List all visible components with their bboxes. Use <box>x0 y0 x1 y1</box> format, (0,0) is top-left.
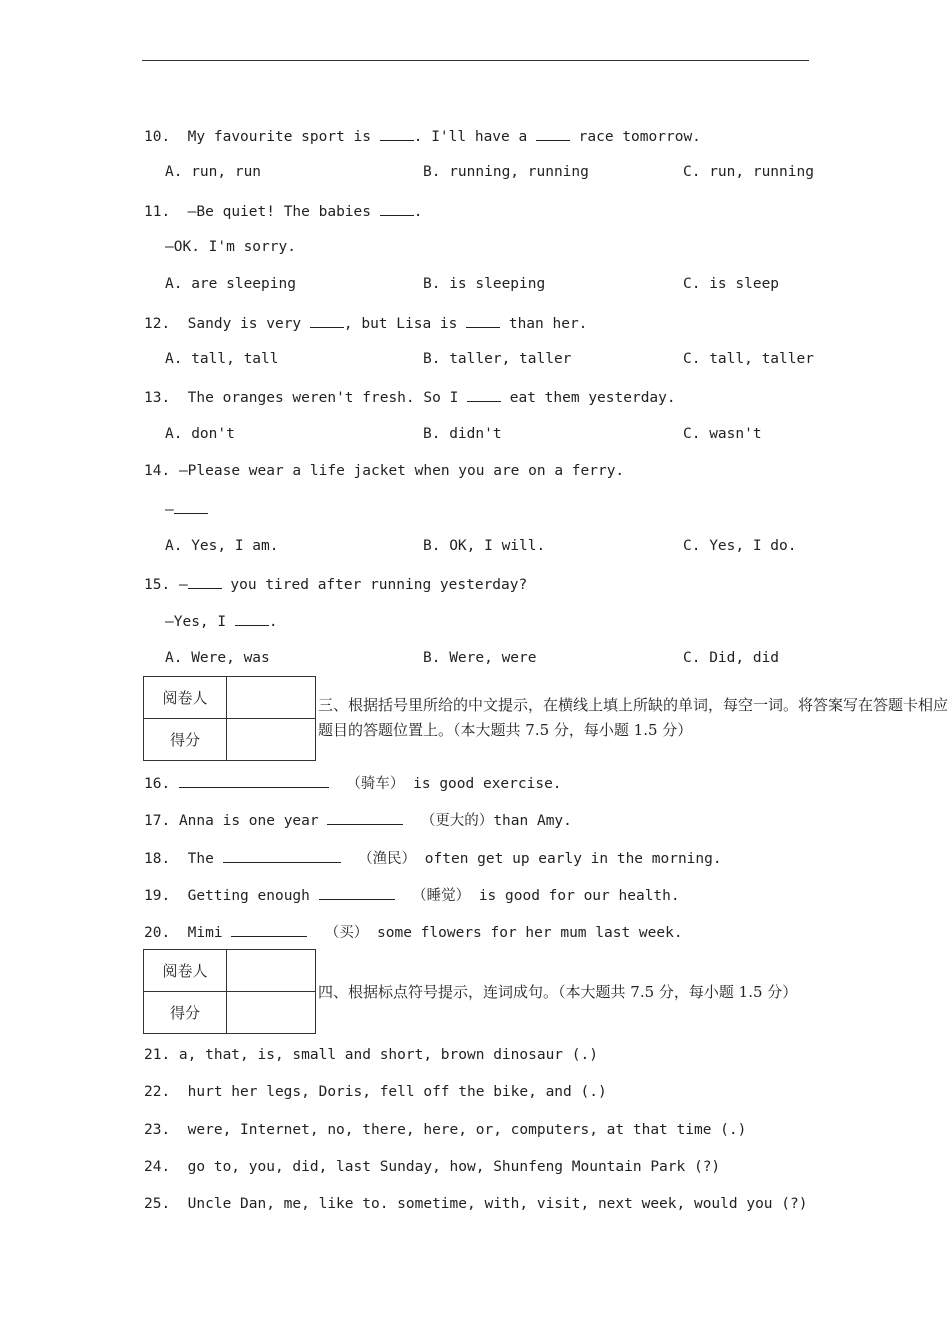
blank[interactable] <box>380 201 414 216</box>
option-c: C. is sleep <box>683 276 780 292</box>
option-b: B. is sleeping <box>423 276 546 292</box>
question-15-reply: —Yes, I . <box>165 611 278 631</box>
question-18: 18. The （渔民） often get up early in the morning. <box>144 848 722 868</box>
header-rule <box>142 60 809 61</box>
option-a: A. are sleeping <box>165 276 296 292</box>
option-a: A. Yes, I am. <box>165 538 279 554</box>
option-b: B. Were, were <box>423 650 537 666</box>
section-4-title: 四、根据标点符号提示，连词成句。（本大题共 7.5 分，每小题 1.5 分） <box>318 983 798 1001</box>
option-b: B. taller, taller <box>423 351 572 367</box>
blank[interactable] <box>235 611 269 626</box>
score-cell[interactable] <box>227 992 316 1034</box>
section-3-title: 三、根据括号里所给的中文提示，在横线上填上所缺的单词，每空一词。将答案写在答题卡相应题目的答题位置上。（本大题共 7.5 分，每小题 1.5 分） <box>318 696 949 739</box>
blank[interactable] <box>174 499 208 514</box>
question-17: 17. Anna is one year （更大的）than Amy. <box>144 810 572 830</box>
option-a: A. Were, was <box>165 650 270 666</box>
question-23: 23. were, Internet, no, there, here, or, computers, at that time (.) <box>144 1122 747 1138</box>
blank[interactable] <box>188 574 222 589</box>
reviewer-label: 阅卷人 <box>144 950 227 992</box>
question-14: 14. —Please wear a life jacket when you are on a ferry. <box>144 463 625 479</box>
answer-blank[interactable] <box>319 885 395 900</box>
blank[interactable] <box>466 313 500 328</box>
option-c: C. Did, did <box>683 650 780 666</box>
score-label: 得分 <box>144 719 227 761</box>
reviewer-cell[interactable] <box>227 677 316 719</box>
option-b: B. OK, I will. <box>423 538 546 554</box>
question-16: 16. （骑车） is good exercise. <box>144 773 562 793</box>
option-c: C. Yes, I do. <box>683 538 797 554</box>
option-c: C. wasn't <box>683 426 762 442</box>
blank[interactable] <box>467 387 501 402</box>
option-c: C. run, running <box>683 164 814 180</box>
question-15: 15. — you tired after running yesterday? <box>144 574 527 594</box>
option-a: A. run, run <box>165 164 262 180</box>
option-a: A. tall, tall <box>165 351 279 367</box>
question-24: 24. go to, you, did, last Sunday, how, Shunfeng Mountain Park (?) <box>144 1159 721 1175</box>
answer-blank[interactable] <box>223 848 341 863</box>
score-cell[interactable] <box>227 719 316 761</box>
blank[interactable] <box>536 126 570 141</box>
score-box <box>143 949 316 1034</box>
answer-blank[interactable] <box>327 810 403 825</box>
score-label: 得分 <box>144 992 227 1034</box>
question-14-reply: — <box>165 499 208 519</box>
question-20: 20. Mimi （买） some flowers for her mum last week. <box>144 922 683 942</box>
question-11-reply: —OK. I'm sorry. <box>165 239 296 255</box>
question-13: 13. The oranges weren't fresh. So I eat them yesterday. <box>144 387 676 407</box>
score-box <box>143 676 316 761</box>
reviewer-cell[interactable] <box>227 950 316 992</box>
question-12: 12. Sandy is very , but Lisa is than her. <box>144 313 587 333</box>
question-25: 25. Uncle Dan, me, like to. sometime, with, visit, next week, would you (?) <box>144 1196 808 1212</box>
question-11: 11. —Be quiet! The babies . <box>144 201 422 221</box>
option-c: C. tall, taller <box>683 351 814 367</box>
reviewer-label: 阅卷人 <box>144 677 227 719</box>
answer-blank[interactable] <box>179 773 329 788</box>
option-a: A. don't <box>165 426 235 442</box>
blank[interactable] <box>310 313 344 328</box>
question-22: 22. hurt her legs, Doris, fell off the bike, and (.) <box>144 1084 607 1100</box>
question-21: 21. a, that, is, small and short, brown dinosaur (.) <box>144 1047 598 1063</box>
blank[interactable] <box>380 126 414 141</box>
answer-blank[interactable] <box>231 922 307 937</box>
question-19: 19. Getting enough （睡觉） is good for our health. <box>144 885 680 905</box>
option-b: B. running, running <box>423 164 589 180</box>
option-b: B. didn't <box>423 426 502 442</box>
question-10: 10. My favourite sport is . I'll have a race tomorrow. <box>144 126 701 146</box>
